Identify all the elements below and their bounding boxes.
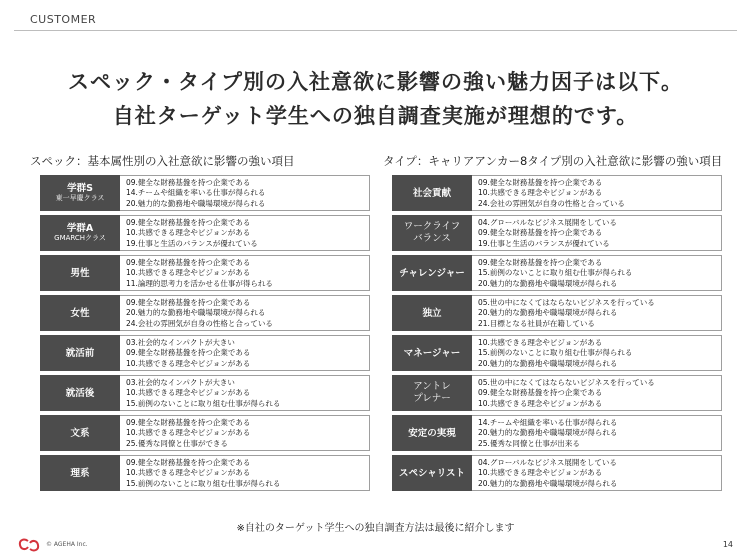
row-label-text: 独立 <box>422 307 442 319</box>
row-label-text: 学群A <box>66 223 94 234</box>
row-label-text: 文系 <box>70 427 90 439</box>
factor-item: 09.健全な財務基盤を持つ企業である <box>478 257 603 267</box>
spec-row-label <box>40 415 120 451</box>
spec-row <box>40 335 370 371</box>
factor-item: 09.健全な財務基盤を持つ企業である <box>126 177 251 187</box>
type-row <box>392 335 722 371</box>
factor-item: 09.健全な財務基盤を持つ企業である <box>478 228 603 238</box>
spec-row <box>40 375 370 411</box>
spec-table-title: スペック：基本属性別の入社意欲に影響の強い項目 <box>30 154 295 168</box>
factor-item: 05.世の中になくてはならないビジネスを行っている <box>478 297 655 307</box>
type-row <box>392 375 722 411</box>
section-label: CUSTOMER <box>30 13 97 26</box>
type-row-items <box>472 335 722 371</box>
spec-row-items <box>120 335 370 371</box>
factor-item: 10.共感できる理念やビジョンがある <box>478 188 603 198</box>
factor-item: 20.魅力的な勤務地や職場環境が得られる <box>126 198 266 208</box>
row-label-text: ワークライフ バランス <box>403 221 461 244</box>
factor-item: 15.前例のないことに取り組む仕事が得られる <box>126 398 281 408</box>
type-table-title: タイプ：キャリアアンカー8タイプ別の入社意欲に影響の強い項目 <box>383 154 723 168</box>
spec-row-label <box>40 375 120 411</box>
type-row-label <box>392 415 472 451</box>
factor-item: 25.優秀な同僚と仕事が出来る <box>478 438 580 448</box>
headline-line-2: 自社ターゲット学生への独自調査実施が理想的です。 <box>112 104 639 128</box>
factor-item: 20.魅力的な勤務地や職場環境が得られる <box>478 278 618 288</box>
footnote: ※自社のターゲット学生への独自調査方法は最後に紹介します <box>236 523 515 534</box>
factor-item: 03.社会的なインパクトが大きい <box>126 337 235 347</box>
spec-row-label <box>40 175 120 211</box>
spec-row-items <box>120 455 370 491</box>
factor-item: 24.会社の雰囲気が自身の性格と合っている <box>126 318 273 328</box>
row-label-text: 就活後 <box>65 387 95 399</box>
factor-item: 19.仕事と生活のバランスが優れている <box>478 238 610 248</box>
type-table <box>392 175 722 495</box>
spec-row-label <box>40 335 120 371</box>
factor-item: 20.魅力的な勤務地や職場環境が得られる <box>478 358 618 368</box>
factor-item: 10.共感できる理念やビジョンがある <box>126 268 251 278</box>
type-row-label <box>392 215 472 251</box>
type-row <box>392 295 722 331</box>
spec-row-label <box>40 295 120 331</box>
factor-item: 10.共感できる理念やビジョンがある <box>478 468 603 478</box>
type-row-label <box>392 295 472 331</box>
spec-row-label <box>40 455 120 491</box>
row-label-text: 理系 <box>70 467 90 479</box>
factor-item: 10.共感できる理念やビジョンがある <box>126 428 251 438</box>
row-label-text: マネージャー <box>403 347 461 359</box>
copyright: © AGEHA Inc. <box>46 541 88 548</box>
factor-item: 15.前例のないことに取り組む仕事が得られる <box>478 348 633 358</box>
factor-item: 20.魅力的な勤務地や職場環境が得られる <box>478 478 618 488</box>
row-label-text: 就活前 <box>65 347 95 359</box>
factor-item: 09.健全な財務基盤を持つ企業である <box>126 417 251 427</box>
factor-item: 20.魅力的な勤務地や職場環境が得られる <box>478 428 618 438</box>
spec-row-items <box>120 255 370 291</box>
row-label-text: 男性 <box>70 267 90 279</box>
factor-item: 09.健全な財務基盤を持つ企業である <box>126 348 251 358</box>
factor-item: 11.論理的思考力を活かせる仕事が得られる <box>126 278 273 288</box>
row-label-text: チャレンジャー <box>399 267 465 279</box>
type-row-items <box>472 215 722 251</box>
company-logo-icon <box>18 538 40 552</box>
spec-row <box>40 415 370 451</box>
header <box>0 0 751 34</box>
type-row <box>392 455 722 491</box>
headline-line-1: スペック・タイプ別の入社意欲に影響の強い魅力因子は以下。 <box>68 70 683 94</box>
page-number: 14 <box>722 540 733 549</box>
spec-row <box>40 455 370 491</box>
row-label-text: 社会貢献 <box>412 187 451 199</box>
type-row-items <box>472 295 722 331</box>
row-label-subtext: 東一早慶クラス <box>55 194 105 202</box>
factor-item: 20.魅力的な勤務地や職場環境が得られる <box>126 308 266 318</box>
factor-item: 03.社会的なインパクトが大きい <box>126 377 235 387</box>
type-row-label <box>392 375 472 411</box>
spec-row-items <box>120 375 370 411</box>
type-row-label <box>392 175 472 211</box>
factor-item: 15.前例のないことに取り組む仕事が得られる <box>478 268 633 278</box>
factor-item: 10.共感できる理念やビジョンがある <box>478 337 603 347</box>
factor-item: 09.健全な財務基盤を持つ企業である <box>126 457 251 467</box>
spec-row <box>40 295 370 331</box>
type-row <box>392 415 722 451</box>
factor-item: 24.会社の雰囲気が自身の性格と合っている <box>478 198 625 208</box>
factor-item: 04.グローバルなビジネス展開をしている <box>478 457 617 467</box>
type-row-items <box>472 455 722 491</box>
spec-row <box>40 175 370 211</box>
row-label-text: スペシャリスト <box>398 467 466 479</box>
spec-row-items <box>120 415 370 451</box>
spec-row-label <box>40 255 120 291</box>
factor-item: 10.共感できる理念やビジョンがある <box>126 468 251 478</box>
factor-item: 21.目標となる社員が在籍している <box>478 318 595 328</box>
spec-row-items <box>120 295 370 331</box>
factor-item: 09.健全な財務基盤を持つ企業である <box>126 217 251 227</box>
factor-item: 14.チームや組織を率いる仕事が得られる <box>126 188 266 198</box>
type-row <box>392 255 722 291</box>
factor-item: 09.健全な財務基盤を持つ企業である <box>478 388 603 398</box>
type-row-label <box>392 335 472 371</box>
factor-item: 10.共感できる理念やビジョンがある <box>478 398 603 408</box>
factor-item: 04.グローバルなビジネス展開をしている <box>478 217 617 227</box>
factor-item: 20.魅力的な勤務地や職場環境が得られる <box>478 308 618 318</box>
factor-item: 10.共感できる理念やビジョンがある <box>126 358 251 368</box>
factor-item: 15.前例のないことに取り組む仕事が得られる <box>126 478 281 488</box>
spec-row-items <box>120 175 370 211</box>
type-row-label <box>392 455 472 491</box>
factor-item: 10.共感できる理念やビジョンがある <box>126 228 251 238</box>
row-label-text: 安定の実現 <box>408 427 456 439</box>
type-row-label <box>392 255 472 291</box>
row-label-text: 女性 <box>70 307 90 319</box>
type-row <box>392 175 722 211</box>
row-label-text: アントレ プレナー <box>413 381 451 404</box>
factor-item: 19.仕事と生活のバランスが優れている <box>126 238 258 248</box>
type-row-items <box>472 415 722 451</box>
type-row-items <box>472 375 722 411</box>
factor-item: 14.チームや組織を率いる仕事が得られる <box>478 417 618 427</box>
factor-item: 25.優秀な同僚と仕事ができる <box>126 438 228 448</box>
row-label-subtext: GMARCHクラス <box>54 234 106 242</box>
factor-item: 10.共感できる理念やビジョンがある <box>126 388 251 398</box>
factor-item: 09.健全な財務基盤を持つ企業である <box>126 257 251 267</box>
factor-item: 09.健全な財務基盤を持つ企業である <box>478 177 603 187</box>
spec-row <box>40 255 370 291</box>
spec-row-items <box>120 215 370 251</box>
factor-item: 09.健全な財務基盤を持つ企業である <box>126 297 251 307</box>
factor-item: 05.世の中になくてはならないビジネスを行っている <box>478 377 655 387</box>
type-row-items <box>472 175 722 211</box>
header-divider <box>14 30 737 31</box>
spec-table <box>40 175 370 495</box>
type-row-items <box>472 255 722 291</box>
spec-row-label <box>40 215 120 251</box>
row-label-text: 学群S <box>67 183 93 194</box>
spec-row <box>40 215 370 251</box>
type-row <box>392 215 722 251</box>
